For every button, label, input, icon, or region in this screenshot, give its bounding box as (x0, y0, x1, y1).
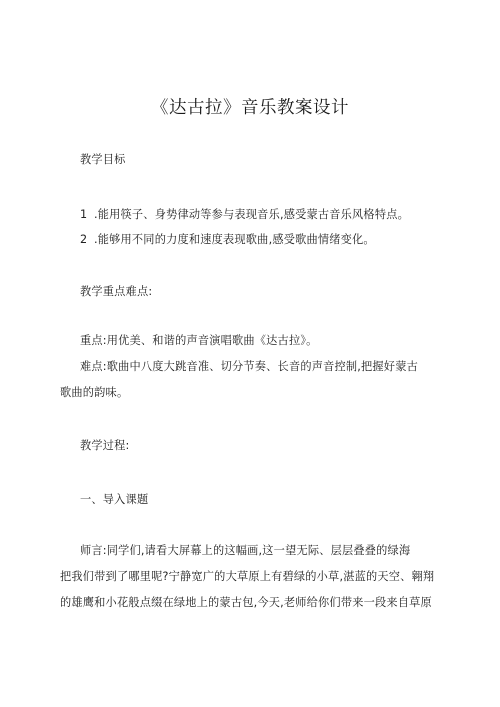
teacher-line-3: 的雄鹰和小花般点缀在绿地上的蒙古包,今天,老师给你们带来一段来自草原 (60, 596, 432, 609)
key-points-heading: 教学重点难点: (80, 285, 153, 298)
difficulty-line-2: 歌曲的韵味。 (60, 386, 129, 399)
objective-number: 1 (80, 208, 88, 221)
objective-item-2 (80, 233, 375, 247)
objective-number: 2 (80, 233, 88, 246)
teacher-line-1: 师言:同学们,请看大屏幕上的这幅画,这一望无际、层层叠叠的绿海 (80, 544, 411, 557)
step1-heading: 一、导入课题 (80, 493, 149, 506)
objective-item-1 (80, 208, 409, 222)
objectives-heading: 教学目标 (80, 153, 126, 166)
objective-text: .能用筷子、身势律动等参与表现音乐,感受蒙古音乐风格特点。 (94, 208, 409, 221)
objective-text: .能够用不同的力度和速度表现歌曲,感受歌曲情绪变化。 (94, 233, 375, 246)
teacher-line-2: 把我们带到了哪里呢?宁静宽广的大草原上有碧绿的小草,湛蓝的天空、翱翔 (60, 570, 435, 583)
key-point: 重点:用优美、和谐的声音演唱歌曲《达古拉》。 (80, 334, 318, 347)
document-title: 《达古拉》音乐教案设计 (151, 98, 349, 118)
process-heading: 教学过程: (80, 439, 130, 452)
difficulty-line-1: 难点:歌曲中八度大跳音准、切分节奏、长音的声音控制,把握好蒙古 (80, 360, 418, 373)
